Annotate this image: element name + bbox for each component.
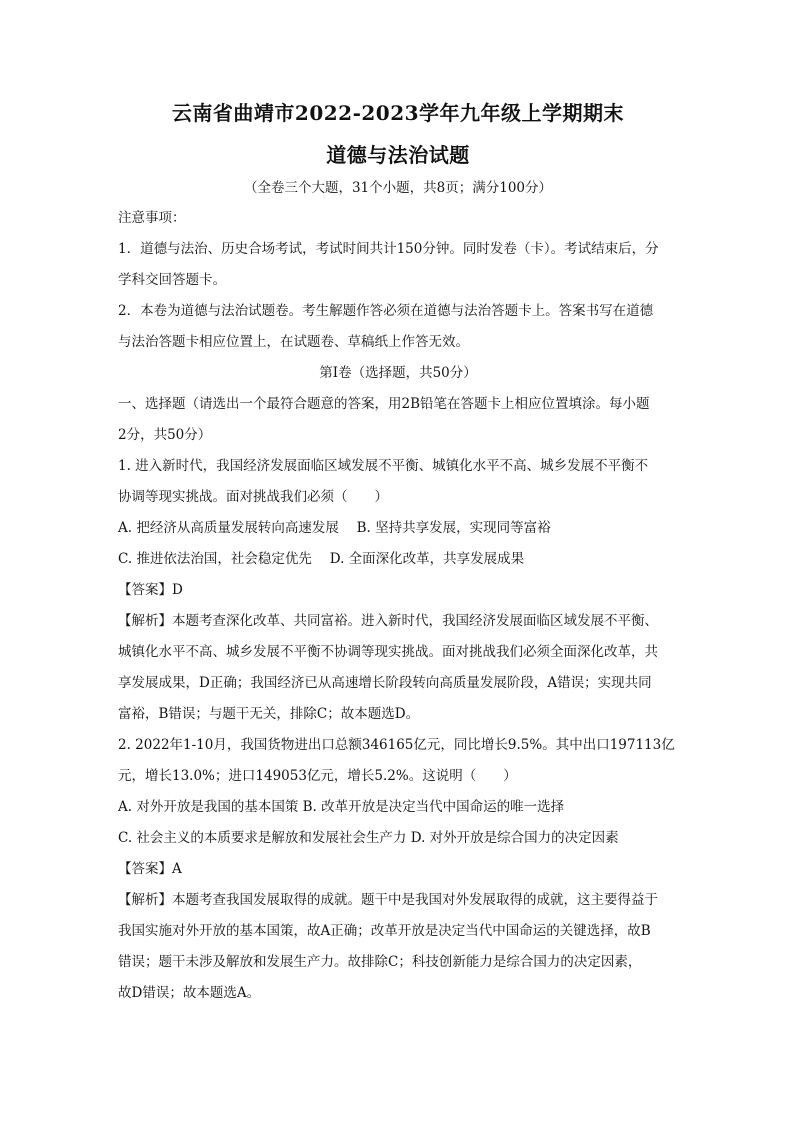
question-answer: 【答案】D bbox=[118, 582, 183, 598]
notice-block bbox=[118, 203, 678, 358]
notice-item-2-line-2: 与法治答题卡相应位置上，在试题卷、草稿纸上作答无效。 bbox=[118, 334, 469, 350]
exam-info: （全卷三个大题，31个小题，共8页；满分100分） bbox=[243, 180, 553, 196]
question-stem-line: 元，增长13.0%；进口149053亿元，增长5.2%。这说明（ ） bbox=[118, 768, 517, 784]
question-analysis-line: 我国实施对外开放的基本国策，故A正确；改革开放是决定当代中国命运的关键选择，故B bbox=[118, 923, 651, 939]
part-1-instructions-line-2: 2分，共50分） bbox=[118, 427, 212, 443]
exam-title: 云南省曲靖市2022-2023学年九年级上学期期末 bbox=[171, 101, 625, 125]
notice-item-2-line-1: 2．本卷为道德与法治试题卷。考生解题作答必须在道德与法治答题卡上。答案书写在道德 bbox=[118, 303, 654, 319]
question-options-line: A. 把经济从高质量发展转向高速发展 B. 坚持共享发展，实现同等富裕 bbox=[118, 520, 551, 536]
question-options-line: C. 推进依法治国，社会稳定优先 D. 全面深化改革，共享发展成果 bbox=[118, 551, 525, 567]
question-options-line: A. 对外开放是我国的基本国策 B. 改革开放是决定当代中国命运的唯一选择 bbox=[118, 799, 565, 815]
notice-item-1-line-2: 学科交回答题卡。 bbox=[118, 272, 226, 288]
part-1-instructions-line-1: 一、选择题（请选出一个最符合题意的答案，用2B铅笔在答题卡上相应位置填涂。每小题 bbox=[118, 396, 650, 412]
notice-item-1-line-1: 1．道德与法治、历史合场考试，考试时间共计150分钟。同时发卷（卡）。考试结束后，分 bbox=[118, 241, 659, 257]
notice-heading: 注意事项： bbox=[118, 210, 186, 226]
volume-title: 第Ⅰ卷（选择题，共50分） bbox=[319, 365, 477, 381]
question-2 bbox=[118, 730, 678, 1009]
question-analysis-line: 城镇化水平不高、城乡发展不平衡不协调等现实挑战。面对挑战我们必须全面深化改革，共 bbox=[118, 644, 658, 660]
question-stem-line: 1. 进入新时代，我国经济发展面临区域发展不平衡、城镇化水平不高、城乡发展不平衡不 bbox=[118, 458, 649, 474]
question-analysis-line: 故D错误；故本题选A。 bbox=[118, 985, 261, 1001]
document-content bbox=[118, 98, 678, 1009]
question-analysis-line: 富裕，B错误；与题干无关，排除C；故本题选D。 bbox=[118, 706, 420, 722]
question-stem-line: 协调等现实挑战。面对挑战我们必须（ ） bbox=[118, 489, 388, 505]
question-1 bbox=[118, 451, 678, 730]
question-answer: 【答案】A bbox=[118, 861, 182, 877]
question-options-line: C. 社会主义的本质要求是解放和发展社会生产力 D. 对外开放是综合国力的决定因素 bbox=[118, 830, 619, 846]
question-stem-line: 2. 2022年1-10月，我国货物进出口总额346165亿元，同比增长9.5%。其中出口197113亿 bbox=[118, 737, 675, 753]
question-analysis-line: 错误；题干未涉及解放和发展生产力。故排除C；科技创新能力是综合国力的决定因素， bbox=[118, 954, 642, 970]
exam-subject-title: 道德与法治试题 bbox=[326, 143, 470, 167]
question-analysis-line: 享发展成果，D正确；我国经济已从高速增长阶段转向高质量发展阶段，A错误；实现共同 bbox=[118, 675, 652, 691]
question-analysis-line: 【解析】本题考查我国发展取得的成就。题干中是我国对外发展取得的成就，这主要得益于 bbox=[118, 892, 658, 908]
section-block bbox=[118, 358, 678, 451]
question-analysis-line: 【解析】本题考查深化改革、共同富裕。进入新时代，我国经济发展面临区域发展不平衡、 bbox=[118, 613, 658, 629]
